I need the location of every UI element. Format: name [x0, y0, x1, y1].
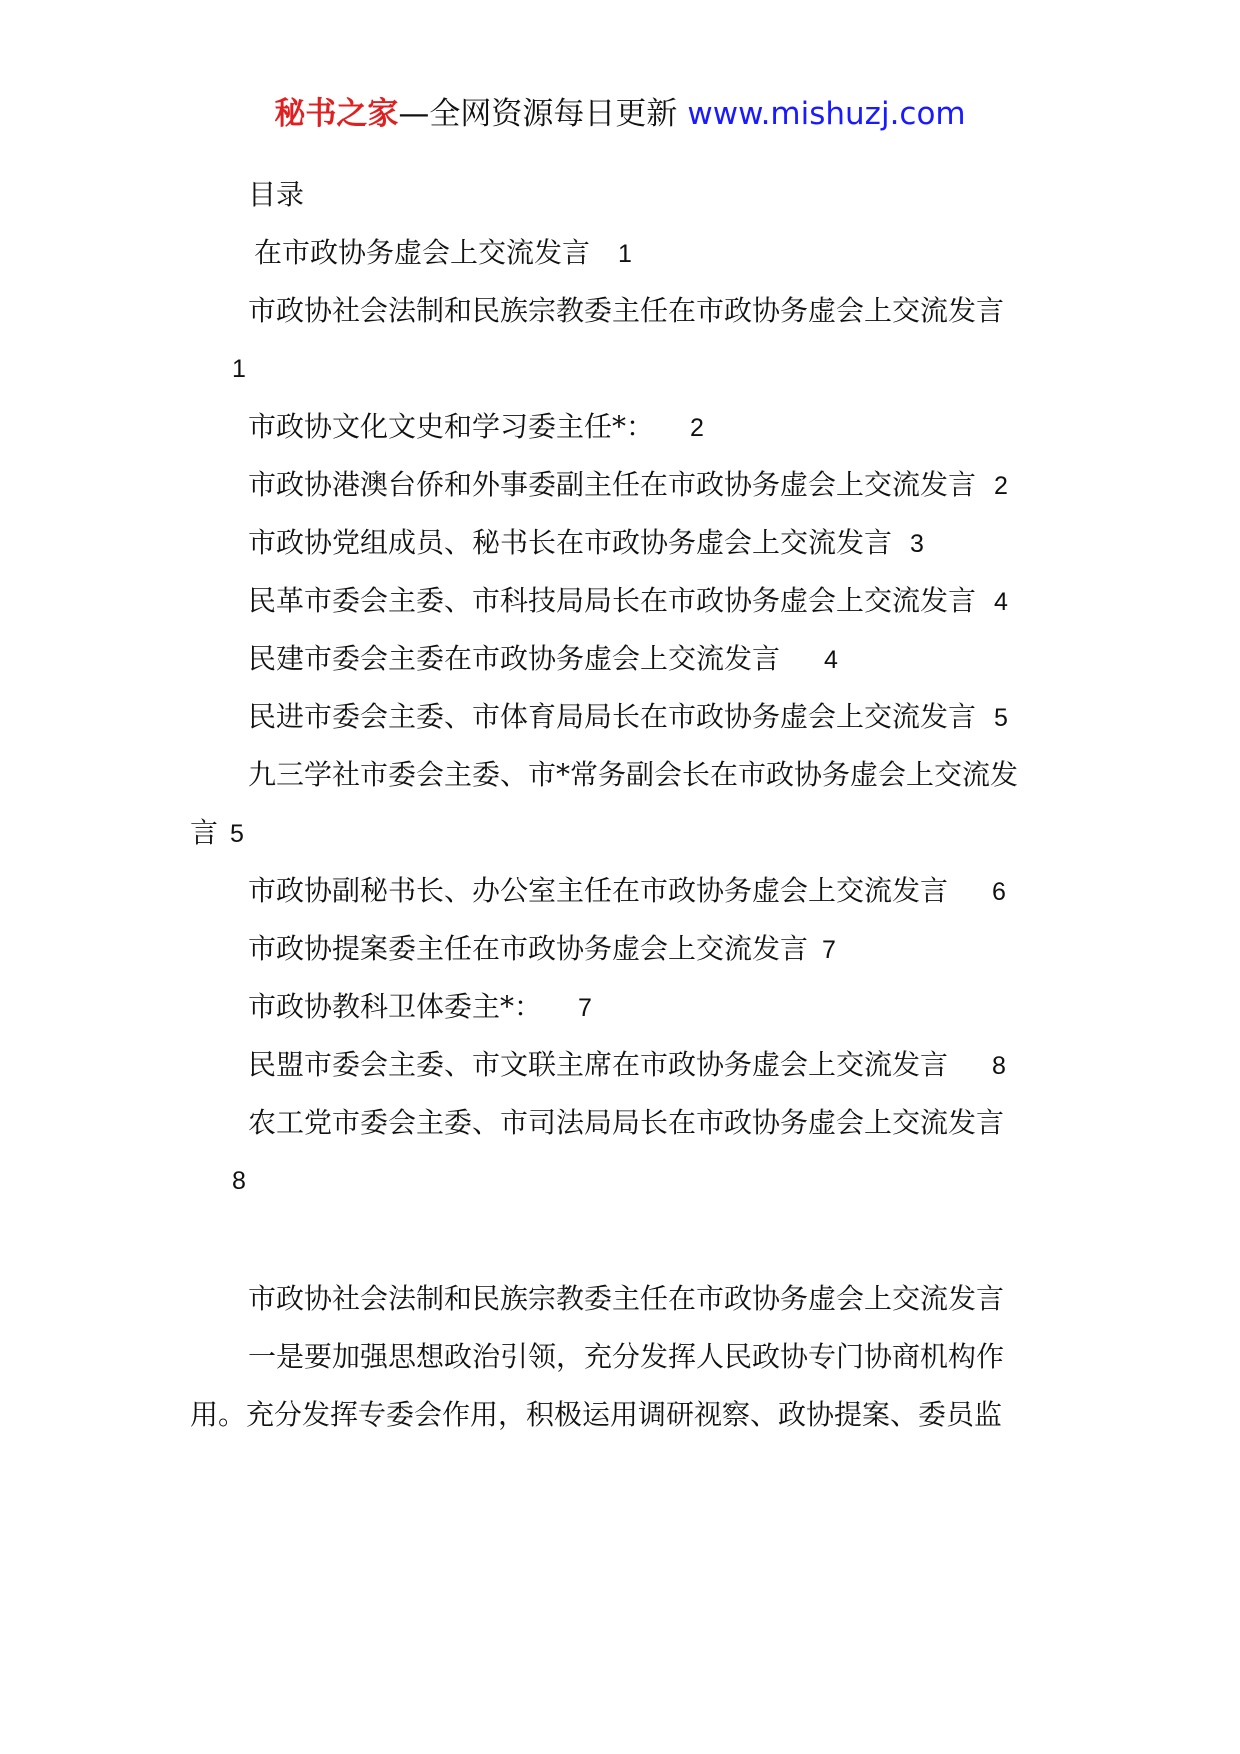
toc-entry-text: 市政协港澳台侨和外事委副主任在市政协务虚会上交流发言 [248, 468, 977, 501]
toc-entry-text-cont: 言 [190, 816, 219, 849]
toc-entry-page: 4 [824, 646, 838, 674]
toc-entry-text: 市政协文化文史和学习委主任*： [248, 410, 655, 443]
toc-entry-text: 市政协提案委主任在市政协务虚会上交流发言 [248, 932, 809, 965]
section-heading: 市政协社会法制和民族宗教委主任在市政协务虚会上交流发言 [248, 1282, 1005, 1315]
toc-entry-page: 2 [690, 414, 704, 442]
body-paragraph-line: 用。充分发挥专委会作用，积极运用调研视察、政协提案、委员监 [190, 1398, 1003, 1431]
toc-entry-text: 在市政协务虚会上交流发言 [254, 236, 591, 269]
toc-entry[interactable] [248, 987, 592, 1028]
toc-entry-text: 市政协教科卫体委主*： [248, 990, 543, 1023]
toc-entry[interactable] [248, 1045, 1006, 1086]
toc-entry-text: 民建市委会主委在市政协务虚会上交流发言 [248, 642, 781, 675]
toc-entry-text: 市政协党组成员、秘书长在市政协务虚会上交流发言 [248, 526, 893, 559]
toc-entry-page: 6 [992, 878, 1006, 906]
toc-entry[interactable] [254, 233, 632, 274]
toc-title: 目录 [248, 178, 305, 211]
toc-entry[interactable] [248, 465, 1008, 506]
toc-entry-page: 7 [578, 994, 592, 1022]
toc-entry[interactable] [248, 639, 838, 680]
toc-entry-text: 农工党市委会主委、市司法局局长在市政协务虚会上交流发言 [248, 1106, 1005, 1139]
toc-entry-text: 民革市委会主委、市科技局局长在市政协务虚会上交流发言 [248, 584, 977, 617]
toc-entry[interactable] [248, 523, 924, 564]
toc-entry[interactable] [248, 291, 1004, 331]
toc-entry-text: 九三学社市委会主委、市*常务副会长在市政协务虚会上交流发 [248, 758, 1019, 791]
toc-entry-text: 市政协社会法制和民族宗教委主任在市政协务虚会上交流发言 [248, 294, 1005, 327]
toc-entry-text: 市政协副秘书长、办公室主任在市政协务虚会上交流发言 [248, 874, 949, 907]
toc-entry-text: 民盟市委会主委、市文联主席在市政协务虚会上交流发言 [248, 1048, 949, 1081]
toc-entry-page: 2 [994, 472, 1008, 500]
toc-entry[interactable] [248, 755, 1018, 795]
toc-entry-page: 5 [994, 704, 1008, 732]
toc-entry-page: 4 [994, 588, 1008, 616]
toc-entry[interactable] [248, 581, 1008, 622]
toc-entry-page: 1 [618, 240, 632, 268]
toc-entry[interactable] [248, 407, 704, 448]
toc-entry-page: 3 [910, 530, 924, 558]
toc-entry-page: 1 [232, 355, 246, 383]
toc-entry-continued [190, 813, 244, 854]
toc-entry-page: 8 [232, 1167, 246, 1195]
body-paragraph-line: 一是要加强思想政治引领，充分发挥人民政协专门协商机构作 [248, 1340, 1005, 1373]
toc-entry[interactable] [248, 871, 1006, 912]
toc-entry[interactable] [248, 697, 1008, 738]
toc-entry-page: 8 [992, 1052, 1006, 1080]
site-header [0, 92, 1240, 136]
header-tagline: —全网资源每日更新 [398, 96, 678, 132]
site-url-link[interactable]: www.mishuzj.com [687, 96, 966, 132]
brand-name: 秘书之家 [274, 96, 399, 132]
toc-entry-page: 7 [822, 936, 836, 964]
toc-entry[interactable] [248, 1103, 1004, 1143]
toc-entry-text: 民进市委会主委、市体育局局长在市政协务虚会上交流发言 [248, 700, 977, 733]
toc-entry[interactable] [248, 929, 836, 970]
toc-entry-page: 5 [230, 820, 244, 848]
